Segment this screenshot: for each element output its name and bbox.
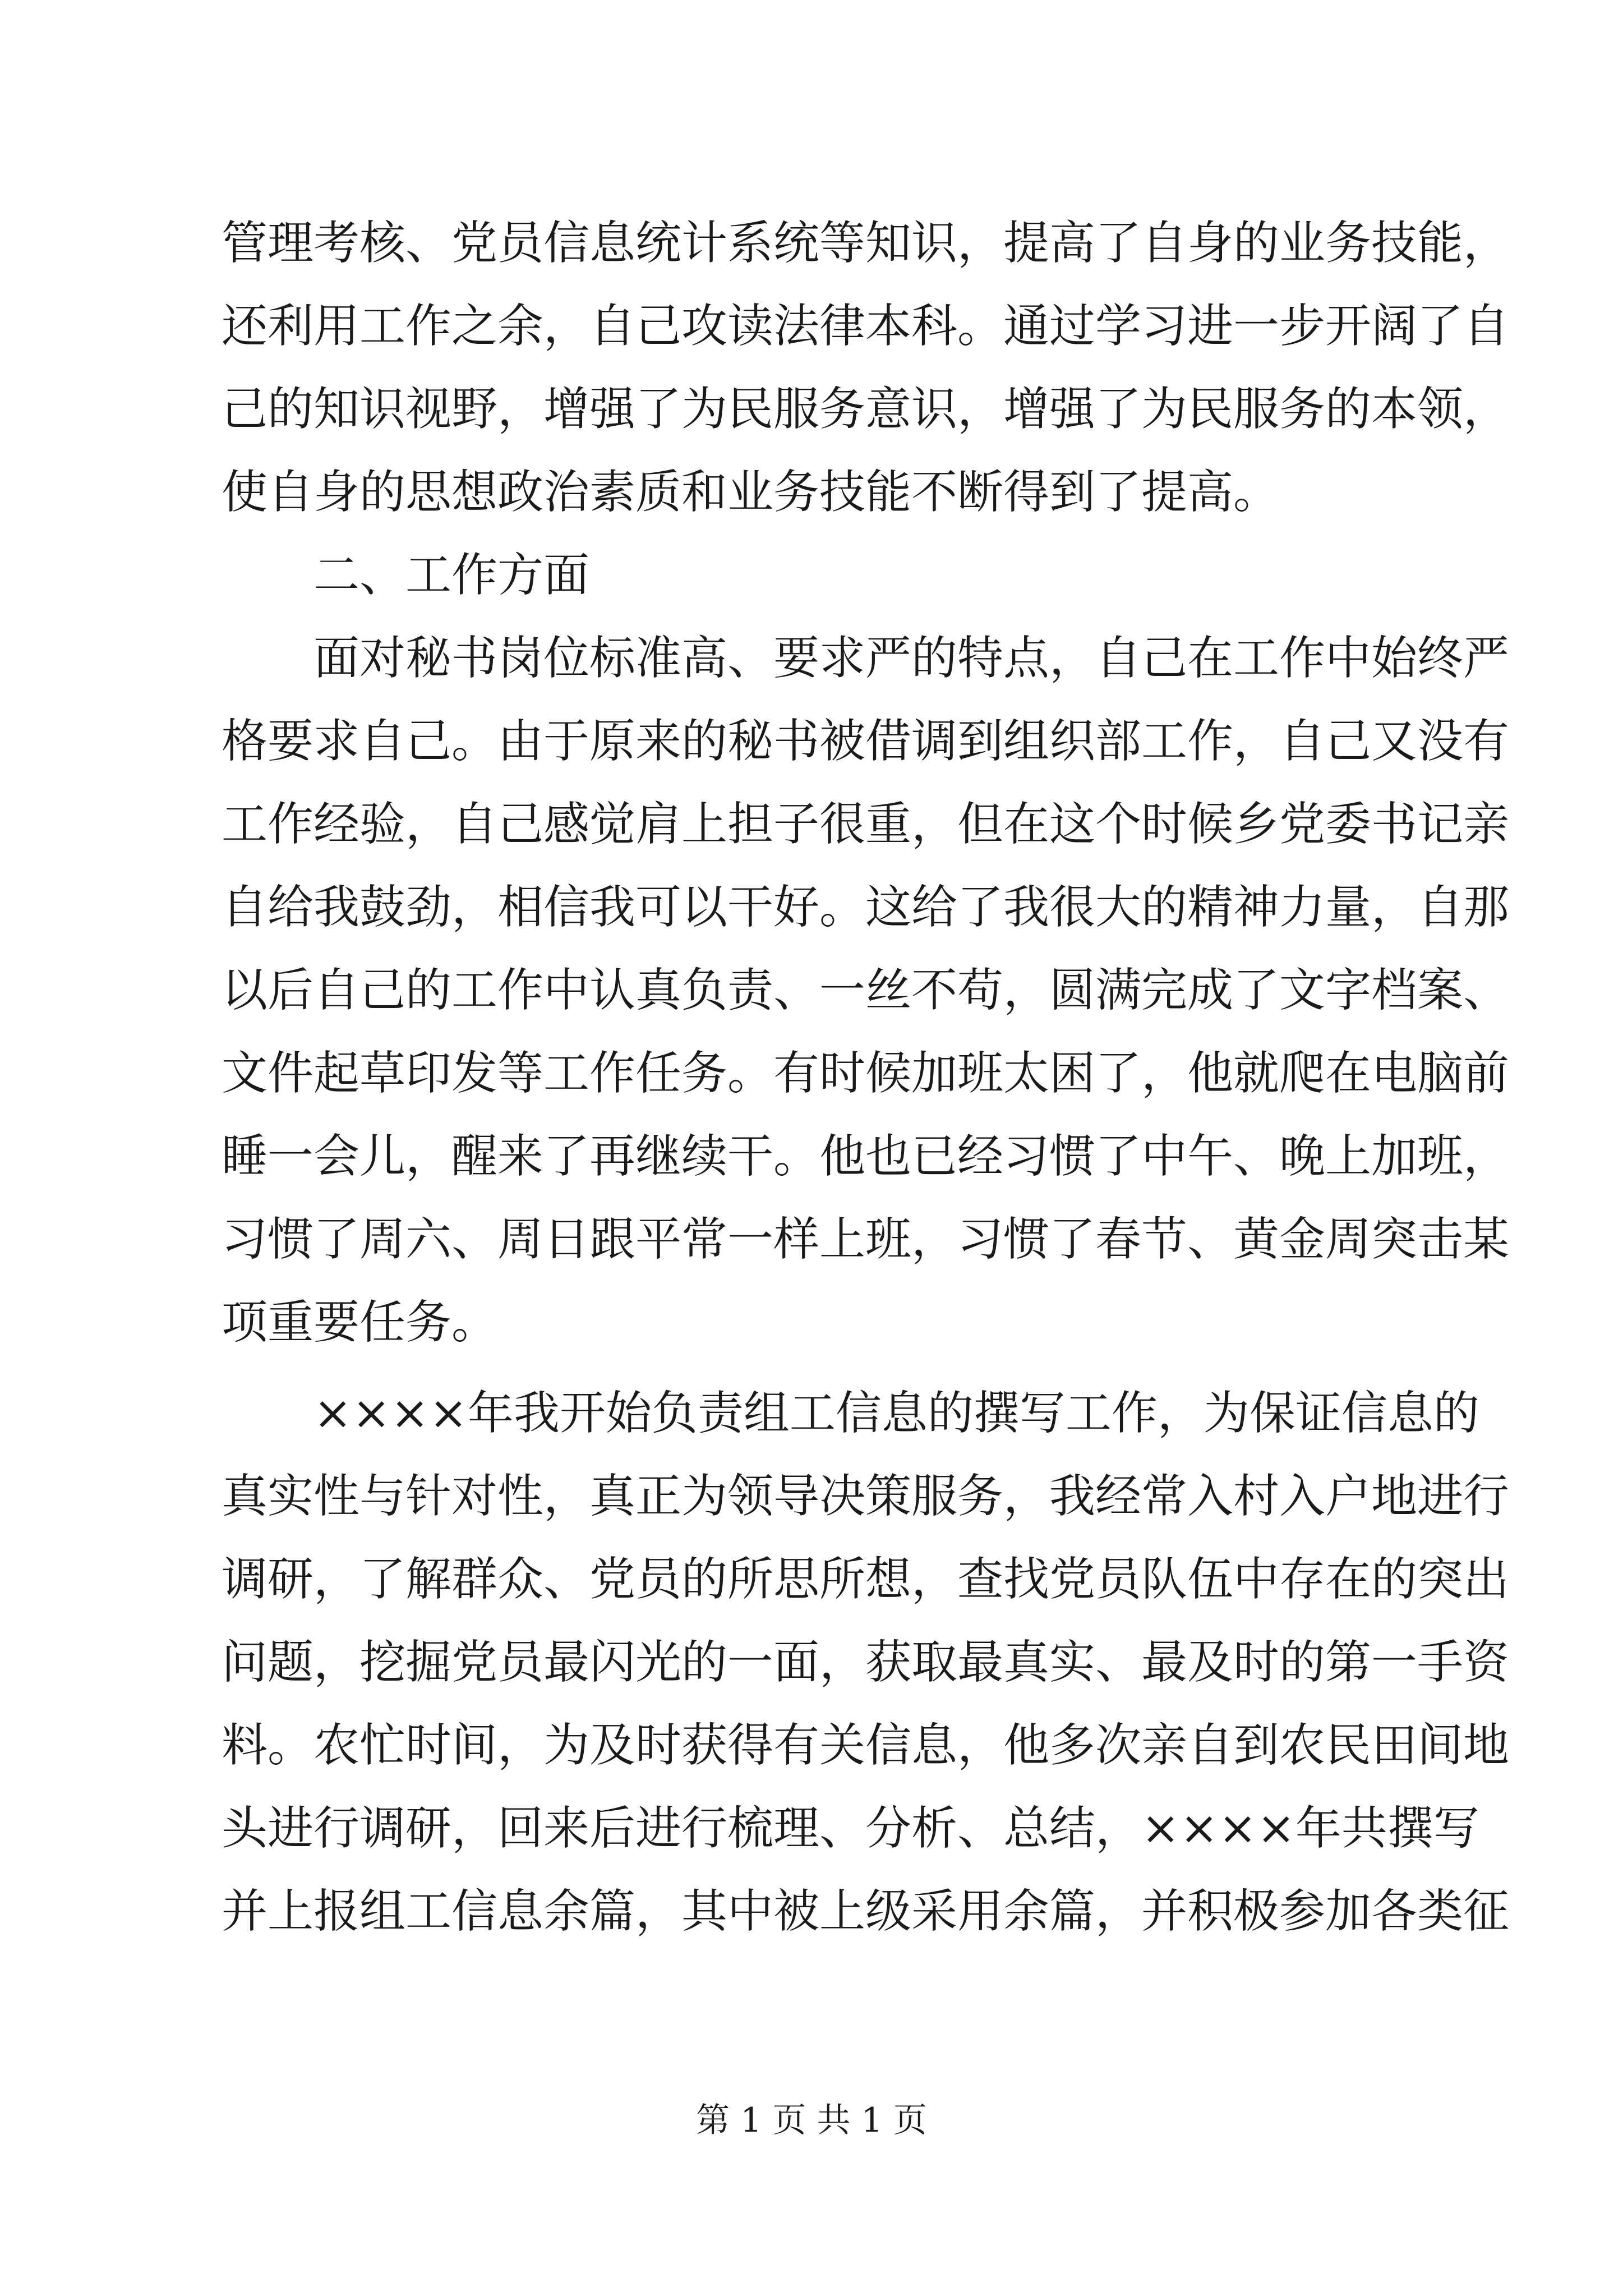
text-line: 面对秘书岗位标准高、要求严的特点，自己在工作中始终严	[313, 632, 1510, 685]
paragraph	[222, 1372, 1510, 1953]
document-body	[222, 202, 1510, 1953]
text-line: 并上报组工信息余篇，其中被上级采用余篇，并积极参加各类征	[222, 1885, 1510, 1938]
section-heading	[222, 534, 1410, 617]
text-line: 睡一会儿，醒来了再继续干。他也已经习惯了中午、晚上加班，	[222, 1130, 1510, 1183]
text-line: 调研，了解群众、党员的所思所想，查找党员队伍中存在的突出	[222, 1553, 1510, 1606]
text-line: 真实性与针对性，真正为领导决策服务，我经常入村入户地进行	[222, 1470, 1510, 1523]
text-line: 文件起草印发等工作任务。有时候加班太困了，他就爬在电脑前	[222, 1047, 1510, 1100]
text-line: 项重要任务。	[222, 1296, 498, 1349]
text-line: 自给我鼓劲，相信我可以干好。这给了我很大的精神力量，自那	[222, 881, 1510, 934]
text-line: 以后自己的工作中认真负责、一丝不苟，圆满完成了文字档案、	[222, 964, 1510, 1017]
page-footer: 第 1 页 共 1 页	[696, 2101, 927, 2140]
paragraph-gap	[222, 1364, 1410, 1372]
text-line: 使自身的思想政治素质和业务技能不断得到了提高。	[222, 466, 1280, 519]
text-line: 格要求自己。由于原来的秘书被借调到组织部工作，自己又没有	[222, 715, 1510, 768]
text-line: 还利用工作之余，自己攻读法律本科。通过学习进一步开阔了自	[222, 300, 1510, 353]
text-line: 己的知识视野，增强了为民服务意识，增强了为民服务的本领，	[222, 383, 1510, 436]
paragraph-continuation	[222, 202, 1510, 534]
heading-text: 二、工作方面	[313, 549, 590, 602]
text-line: 管理考核、党员信息统计系统等知识，提高了自身的业务技能，	[222, 217, 1510, 270]
text-line: 工作经验，自己感觉肩上担子很重，但在这个时候乡党委书记亲	[222, 798, 1510, 851]
text-line: 料。农忙时间，为及时获得有关信息，他多次亲自到农民田间地	[222, 1719, 1510, 1772]
text-line: 头进行调研，回来后进行梳理、分析、总结，××××年共撰写	[222, 1802, 1479, 1855]
text-line: 习惯了周六、周日跟平常一样上班，习惯了春节、黄金周突击某	[222, 1213, 1510, 1266]
text-line: ××××年我开始负责组工信息的撰写工作，为保证信息的	[313, 1387, 1479, 1440]
text-line: 问题，挖掘党员最闪光的一面，获取最真实、最及时的第一手资	[222, 1636, 1510, 1689]
paragraph	[222, 617, 1510, 1364]
